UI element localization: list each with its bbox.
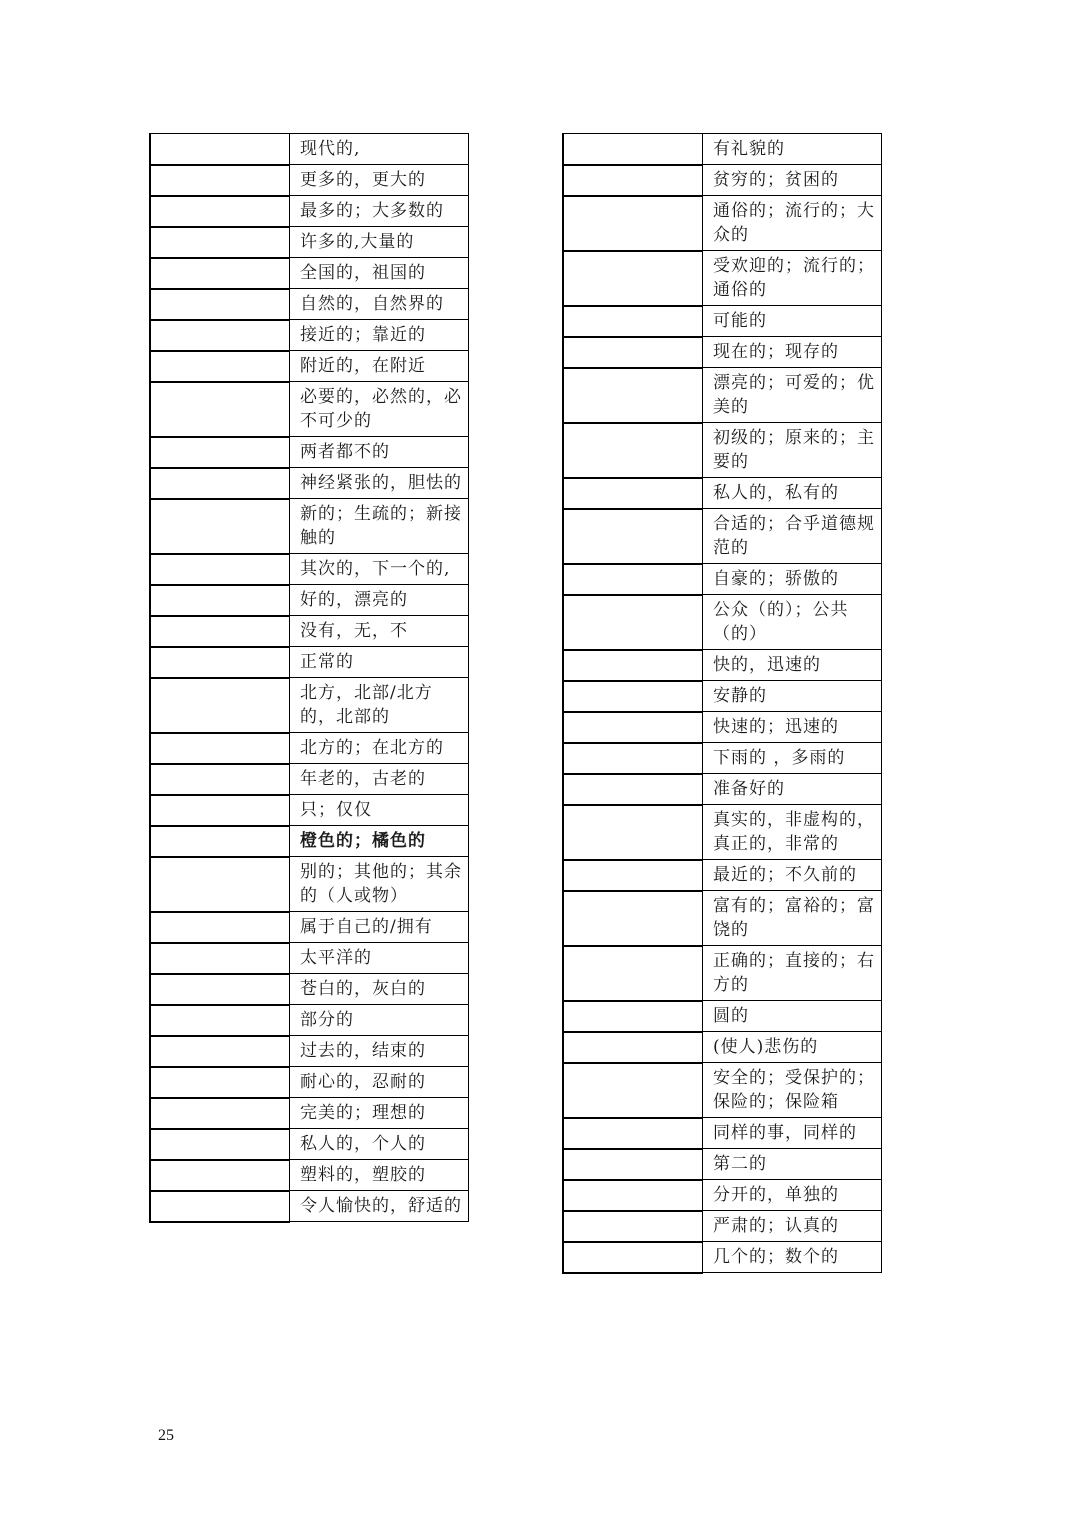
vocab-row (150, 1098, 469, 1129)
meaning-cell: 同样的事，同样的 (703, 1118, 882, 1149)
vocab-row (563, 1180, 882, 1211)
meaning-cell: 年老的，古老的 (290, 764, 469, 795)
answer-blank[interactable] (150, 437, 290, 468)
answer-blank[interactable] (563, 1001, 703, 1032)
meaning-cell: 橙色的；橘色的 (290, 826, 469, 857)
meaning-cell: 部分的 (290, 1005, 469, 1036)
vocab-row (563, 1063, 882, 1118)
meaning-cell: 附近的，在附近 (290, 351, 469, 382)
meaning-cell: 第二的 (703, 1149, 882, 1180)
answer-blank[interactable] (563, 1063, 703, 1118)
vocab-row (150, 320, 469, 351)
meaning-cell: 真实的，非虚构的，真正的，非常的 (703, 805, 882, 860)
answer-blank[interactable] (150, 1129, 290, 1160)
meaning-cell: 漂亮的；可爱的；优美的 (703, 368, 882, 423)
answer-blank[interactable] (563, 595, 703, 650)
answer-blank[interactable] (150, 764, 290, 795)
vocab-row (150, 258, 469, 289)
answer-blank[interactable] (563, 860, 703, 891)
meaning-cell: 贫穷的；贫困的 (703, 165, 882, 196)
vocab-row (150, 647, 469, 678)
answer-blank[interactable] (150, 733, 290, 764)
answer-blank[interactable] (563, 251, 703, 306)
meaning-cell: 更多的，更大的 (290, 165, 469, 196)
answer-blank[interactable] (563, 946, 703, 1001)
vocab-row (150, 795, 469, 826)
meaning-cell: 公众（的）；公共（的） (703, 595, 882, 650)
vocab-row (563, 1001, 882, 1032)
vocab-row (150, 289, 469, 320)
vocab-row (150, 616, 469, 647)
meaning-cell: 可能的 (703, 306, 882, 337)
meaning-cell: 完美的；理想的 (290, 1098, 469, 1129)
vocab-row (563, 509, 882, 564)
vocab-row (150, 1067, 469, 1098)
answer-blank[interactable] (563, 564, 703, 595)
answer-blank[interactable] (150, 1098, 290, 1129)
meaning-cell: 苍白的，灰白的 (290, 974, 469, 1005)
vocab-row (563, 337, 882, 368)
meaning-cell: 许多的,大量的 (290, 227, 469, 258)
answer-blank[interactable] (563, 1242, 703, 1273)
answer-blank[interactable] (563, 509, 703, 564)
vocab-row (563, 1149, 882, 1180)
vocab-row (150, 943, 469, 974)
meaning-cell: 其次的，下一个的, (290, 554, 469, 585)
vocab-row (563, 423, 882, 478)
meaning-cell: 圆的 (703, 1001, 882, 1032)
vocab-row (150, 585, 469, 616)
vocab-row (150, 499, 469, 554)
vocab-row (563, 860, 882, 891)
answer-blank[interactable] (150, 616, 290, 647)
answer-blank[interactable] (563, 774, 703, 805)
meaning-cell: 严肃的；认真的 (703, 1211, 882, 1242)
vocab-row (563, 478, 882, 509)
answer-blank[interactable] (563, 196, 703, 251)
answer-blank[interactable] (563, 1180, 703, 1211)
vocab-row (150, 554, 469, 585)
answer-blank[interactable] (150, 382, 290, 437)
answer-blank[interactable] (563, 306, 703, 337)
vocab-row (563, 196, 882, 251)
vocab-row (563, 774, 882, 805)
vocab-row (563, 595, 882, 650)
answer-blank[interactable] (563, 712, 703, 743)
vocab-row (563, 891, 882, 946)
answer-blank[interactable] (150, 912, 290, 943)
meaning-cell: 最多的；大多数的 (290, 196, 469, 227)
answer-blank[interactable] (150, 468, 290, 499)
vocab-row (150, 134, 469, 165)
answer-blank[interactable] (150, 1067, 290, 1098)
vocab-row (150, 196, 469, 227)
meaning-cell: 过去的，结束的 (290, 1036, 469, 1067)
vocab-row (150, 733, 469, 764)
answer-blank[interactable] (563, 337, 703, 368)
answer-blank[interactable] (150, 351, 290, 382)
page-number: 25 (158, 1427, 174, 1444)
answer-blank[interactable] (563, 368, 703, 423)
meaning-cell: 现代的, (290, 134, 469, 165)
answer-blank[interactable] (563, 805, 703, 860)
meaning-cell: 全国的，祖国的 (290, 258, 469, 289)
vocab-row (563, 1032, 882, 1063)
meaning-cell: 别的；其他的；其余的（人或物） (290, 857, 469, 912)
answer-blank[interactable] (150, 1036, 290, 1067)
vocab-row (150, 1160, 469, 1191)
meaning-cell: 神经紧张的，胆怯的 (290, 468, 469, 499)
vocab-row (150, 764, 469, 795)
vocab-row (563, 134, 882, 165)
meaning-cell: 自然的，自然界的 (290, 289, 469, 320)
meaning-cell: 分开的，单独的 (703, 1180, 882, 1211)
answer-blank[interactable] (150, 554, 290, 585)
vocab-row (563, 306, 882, 337)
meaning-cell: 合适的；合乎道德规范的 (703, 509, 882, 564)
vocab-row (150, 912, 469, 943)
vocab-row (563, 1211, 882, 1242)
meaning-cell: 现在的；现存的 (703, 337, 882, 368)
answer-blank[interactable] (563, 423, 703, 478)
meaning-cell: 新的；生疏的；新接触的 (290, 499, 469, 554)
meaning-cell: 塑料的，塑胶的 (290, 1160, 469, 1191)
answer-blank[interactable] (150, 974, 290, 1005)
vocab-row (563, 743, 882, 774)
vocab-row (563, 650, 882, 681)
answer-blank[interactable] (150, 1191, 290, 1222)
meaning-cell: 必要的，必然的，必不可少的 (290, 382, 469, 437)
answer-blank[interactable] (563, 165, 703, 196)
meaning-cell: 正常的 (290, 647, 469, 678)
vocab-table-right (562, 133, 882, 1274)
meaning-cell: 准备好的 (703, 774, 882, 805)
meaning-cell: 属于自己的/拥有 (290, 912, 469, 943)
meaning-cell: 耐心的，忍耐的 (290, 1067, 469, 1098)
meaning-cell: 正确的；直接的；右方的 (703, 946, 882, 1001)
answer-blank[interactable] (150, 1160, 290, 1191)
answer-blank[interactable] (150, 795, 290, 826)
answer-blank[interactable] (150, 585, 290, 616)
meaning-cell: 接近的；靠近的 (290, 320, 469, 351)
vocab-row (563, 805, 882, 860)
meaning-cell: 富有的；富裕的；富饶的 (703, 891, 882, 946)
answer-blank[interactable] (150, 1005, 290, 1036)
answer-blank[interactable] (150, 134, 290, 165)
meaning-cell: 最近的；不久前的 (703, 860, 882, 891)
meaning-cell: 令人愉快的，舒适的 (290, 1191, 469, 1222)
meaning-cell: 只；仅仅 (290, 795, 469, 826)
meaning-cell: 北方，北部/北方的，北部的 (290, 678, 469, 733)
answer-blank[interactable] (150, 943, 290, 974)
meaning-cell: 太平洋的 (290, 943, 469, 974)
answer-blank[interactable] (150, 320, 290, 351)
vocab-row (563, 946, 882, 1001)
answer-blank[interactable] (150, 289, 290, 320)
vocab-row (563, 1118, 882, 1149)
vocab-row (563, 712, 882, 743)
meaning-cell: 自豪的；骄傲的 (703, 564, 882, 595)
vocab-row (150, 1036, 469, 1067)
answer-blank[interactable] (150, 826, 290, 857)
vocab-row (150, 1005, 469, 1036)
answer-blank[interactable] (563, 478, 703, 509)
meaning-cell: (使人)悲伤的 (703, 1032, 882, 1063)
meaning-cell: 快的，迅速的 (703, 650, 882, 681)
vocab-row (563, 251, 882, 306)
answer-blank[interactable] (563, 1032, 703, 1063)
meaning-cell: 受欢迎的；流行的；通俗的 (703, 251, 882, 306)
vocab-row (563, 165, 882, 196)
vocab-row (563, 368, 882, 423)
vocab-table-left (149, 133, 469, 1223)
vocab-row (150, 974, 469, 1005)
meaning-cell: 私人的，私有的 (703, 478, 882, 509)
vocab-row (150, 437, 469, 468)
answer-blank[interactable] (150, 857, 290, 912)
answer-blank[interactable] (563, 1118, 703, 1149)
vocab-row (150, 468, 469, 499)
answer-blank[interactable] (563, 650, 703, 681)
vocab-row (563, 681, 882, 712)
vocab-row (150, 351, 469, 382)
vocab-row (563, 564, 882, 595)
vocab-row (150, 1129, 469, 1160)
vocab-row (563, 1242, 882, 1273)
answer-blank[interactable] (563, 1149, 703, 1180)
answer-blank[interactable] (150, 196, 290, 227)
answer-blank[interactable] (563, 681, 703, 712)
meaning-cell: 初级的；原来的；主要的 (703, 423, 882, 478)
meaning-cell: 安静的 (703, 681, 882, 712)
meaning-cell: 几个的；数个的 (703, 1242, 882, 1273)
meaning-cell: 两者都不的 (290, 437, 469, 468)
vocab-row (150, 227, 469, 258)
answer-blank[interactable] (563, 743, 703, 774)
answer-blank[interactable] (563, 891, 703, 946)
meaning-cell: 没有，无，不 (290, 616, 469, 647)
answer-blank[interactable] (150, 258, 290, 289)
meaning-cell: 有礼貌的 (703, 134, 882, 165)
answer-blank[interactable] (150, 647, 290, 678)
answer-blank[interactable] (150, 165, 290, 196)
vocab-row (150, 165, 469, 196)
answer-blank[interactable] (563, 1211, 703, 1242)
meaning-cell: 安全的；受保护的；保险的；保险箱 (703, 1063, 882, 1118)
meaning-cell: 下雨的 ，多雨的 (703, 743, 882, 774)
answer-blank[interactable] (563, 134, 703, 165)
vocab-row (150, 1191, 469, 1222)
answer-blank[interactable] (150, 678, 290, 733)
vocab-row (150, 826, 469, 857)
answer-blank[interactable] (150, 499, 290, 554)
meaning-cell: 通俗的；流行的；大众的 (703, 196, 882, 251)
meaning-cell: 好的，漂亮的 (290, 585, 469, 616)
meaning-cell: 快速的；迅速的 (703, 712, 882, 743)
meaning-cell: 私人的，个人的 (290, 1129, 469, 1160)
vocab-row (150, 678, 469, 733)
meaning-cell: 北方的；在北方的 (290, 733, 469, 764)
vocab-row (150, 382, 469, 437)
vocab-row (150, 857, 469, 912)
answer-blank[interactable] (150, 227, 290, 258)
